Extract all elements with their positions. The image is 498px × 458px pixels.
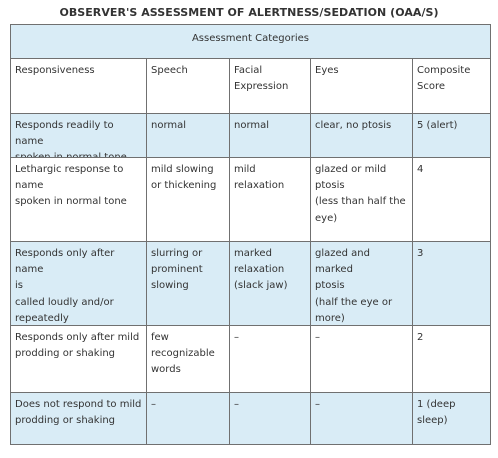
column-header-label: Speech (151, 65, 188, 76)
table-cell (413, 242, 492, 325)
table-row (11, 242, 490, 325)
column-header-label: Composite Score (417, 65, 471, 93)
cell-text: Does not respond to mild prodding or shaking (15, 399, 142, 427)
cell-text: – (315, 332, 320, 343)
table-cell (311, 393, 413, 444)
table-cell (311, 158, 413, 241)
cell-text: marked relaxation (slack jaw) (234, 248, 288, 292)
cell-text: – (234, 399, 239, 410)
cell-text: normal (151, 120, 187, 131)
table-cell (413, 158, 492, 241)
cell-text: normal (234, 120, 270, 131)
column-header (11, 59, 147, 113)
table-cell (311, 114, 413, 157)
table-cell (147, 393, 230, 444)
table-cell (11, 242, 147, 325)
cell-text: 4 (417, 164, 424, 175)
table-cell (11, 158, 147, 241)
column-header-row (11, 59, 490, 113)
table-cell (311, 242, 413, 325)
cell-text: – (315, 399, 320, 410)
column-header (147, 59, 230, 113)
table-cell (147, 242, 230, 325)
table-row (11, 114, 490, 157)
cell-text: glazed or mild ptosis (less than half the eye) (315, 164, 406, 224)
table-row (11, 393, 490, 444)
table-cell (413, 326, 492, 392)
cell-text: Responds only after mild prodding or shaking (15, 332, 140, 360)
cell-text: slurring or prominent slowing (151, 248, 203, 292)
table-cell (230, 114, 311, 157)
column-header-label: Facial Expression (234, 65, 289, 93)
cell-text: mild slowing or thickening (151, 164, 217, 192)
table-cell (11, 393, 147, 444)
table-header-banner: Assessment Categories (11, 25, 490, 59)
cell-text: 5 (alert) (417, 120, 458, 131)
table-cell (147, 326, 230, 392)
table-cell (11, 326, 147, 392)
table-cell (311, 326, 413, 392)
table-cell (147, 158, 230, 241)
cell-text: 2 (417, 332, 424, 343)
table-cell (230, 158, 311, 241)
cell-text: clear, no ptosis (315, 120, 392, 131)
cell-text: few recognizable words (151, 332, 215, 376)
table-cell (11, 114, 147, 157)
cell-text: 1 (deep sleep) (417, 399, 456, 427)
cell-text: mild relaxation (234, 164, 285, 192)
table-cell (230, 242, 311, 325)
column-header (230, 59, 311, 113)
cell-text: glazed and marked ptosis (half the eye or more) (315, 248, 393, 324)
table-title: OBSERVER'S ASSESSMENT OF ALERTNESS/SEDATION (OAA/S) (59, 6, 439, 19)
table-row (11, 326, 490, 392)
column-header (413, 59, 492, 113)
oaas-table (10, 24, 491, 445)
table-cell (230, 326, 311, 392)
column-header (311, 59, 413, 113)
cell-text: – (151, 399, 156, 410)
column-header-label: Responsiveness (15, 65, 95, 76)
cell-text: 3 (417, 248, 424, 259)
cell-text: – (234, 332, 239, 343)
table-cell (413, 114, 492, 157)
table-cell (413, 393, 492, 444)
table-cell (147, 114, 230, 157)
column-header-label: Eyes (315, 65, 339, 76)
table-cell (230, 393, 311, 444)
cell-text: Responds only after name is called loudly and/or repeatedly (15, 248, 115, 324)
table-row (11, 158, 490, 241)
cell-text: Lethargic response to name spoken in normal tone (15, 164, 127, 208)
cell-text: Responds readily to name (15, 120, 114, 148)
